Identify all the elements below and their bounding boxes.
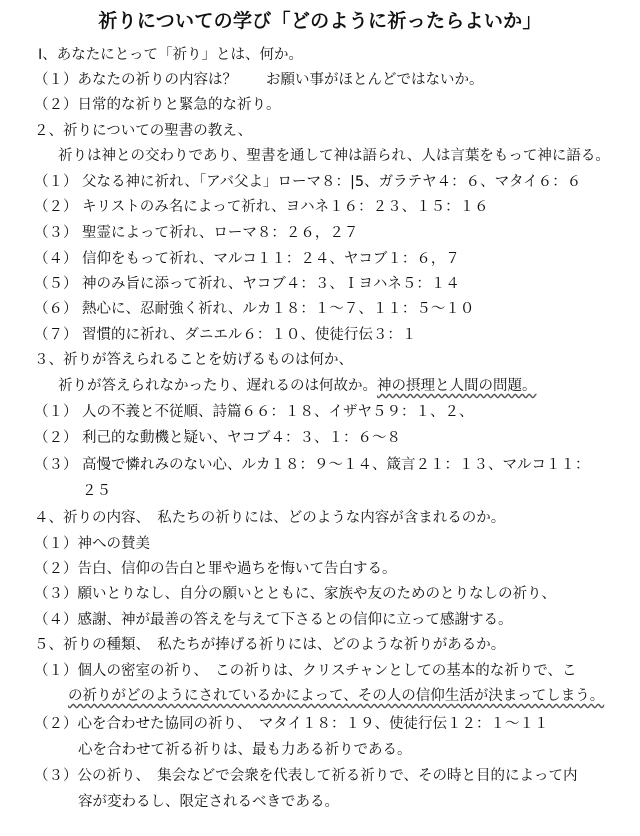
section-5-item: （２）心を合わせた協同の祈り、 マタイ１８：１９、使徒行伝１２：１〜１１ — [34, 716, 549, 732]
page-title: 祈りについての学び「どのように祈ったらよいか」 — [98, 10, 542, 32]
item-number: （３） — [34, 457, 78, 473]
section-2-item — [34, 299, 474, 319]
item-text: 信仰をもって祈れ、マルコ１１：２４、ヤコブ１：６，７ — [82, 251, 460, 267]
section-4-item: （４）感謝、神が最善の答えを与えて下さるとの信仰に立って感謝する。 — [34, 612, 513, 628]
section-4-item: （１）神への賛美 — [34, 536, 150, 552]
item-text: 熱心に、忍耐強く祈れ、ルカ１８：１〜７、１１：５〜１０ — [82, 301, 475, 317]
item-number: （６） — [34, 301, 78, 317]
item-text: 利己的な動機と疑い、ヤコブ４：３、１：６〜８ — [82, 430, 401, 446]
section-5-item-continuation — [68, 686, 604, 706]
item-number: （４） — [34, 251, 78, 267]
section-1-item: （２）日常的な祈りと緊急的な祈り。 — [34, 97, 281, 113]
item-number: （５） — [34, 276, 78, 292]
section-1-heading: Ⅰ、あなたにとって「祈り」とは、何か。 — [38, 47, 303, 63]
section-2-item — [34, 325, 416, 345]
underlined-text: の祈りがどのようにされているかによって、その人の信仰生活が決まってしまう。 — [68, 688, 605, 704]
intro-underlined-text: 神の摂理と人間の問題。 — [377, 378, 537, 394]
section-4-item: （２）告白、信仰の告白と罪や過ちを悔いて告白する。 — [34, 561, 397, 577]
item-text: 父なる神に祈れ、「アバ父よ」ローマ８：|5、ガラテヤ４：６、マタイ６：６ — [82, 174, 582, 190]
item-number: （２） — [34, 430, 78, 446]
item-text: 神のみ旨に添って祈れ、ヤコブ４：３、Ｉヨハネ５：１４ — [82, 276, 460, 292]
section-2-item — [34, 172, 581, 192]
section-2-item — [34, 197, 489, 217]
item-text: 習慣的に祈れ、ダニエル６：１０、使徒行伝３：１ — [82, 327, 417, 343]
item-number: （１） — [34, 404, 78, 420]
section-3-intro — [58, 376, 537, 396]
section-2-item — [34, 249, 460, 269]
section-3-item-continuation: ２５ — [82, 483, 111, 499]
item-text: 聖霊によって祈れ、ローマ８：２６，２７ — [82, 225, 359, 241]
section-4-item: （３）願いとりなし、自分の願いとともに、家族や友のためのとりなしの祈り、 — [34, 586, 556, 602]
section-4-heading: ４、祈りの内容、 私たちの祈りには、どのような内容が含まれるのか。 — [34, 510, 506, 526]
section-5-item: （３）公の祈り、 集会などで会衆を代表して祈る祈りで、その時と目的によって内 — [34, 768, 578, 784]
section-3-item — [34, 455, 590, 475]
section-5-heading: ５、祈りの種類、 私たちが捧げる祈りには、どのような祈りがあるか。 — [34, 637, 506, 653]
section-2-heading: ２、祈りについての聖書の教え、 — [34, 123, 253, 139]
section-5-item: （１）個人の密室の祈り、 この祈りは、クリスチャンとしての基本的な祈りで、こ — [34, 663, 577, 679]
section-5-item-continuation: 容が変わるし、限定されるべきである。 — [78, 794, 339, 810]
intro-text: 祈りが答えられなかったり、遅れるのは何故か。 — [58, 378, 377, 394]
item-number: （３） — [34, 225, 78, 241]
item-text: 高慢で憐れみのない心、ルカ１８：９〜１４、箴言２１：１３、マルコ１１： — [82, 457, 590, 473]
section-3-heading: ３、祈りが答えられることを妨げるものは何か、 — [34, 352, 353, 368]
item-text: キリストのみ名によって祈れ、ヨハネ１６：２３、１５：１６ — [82, 199, 489, 215]
section-1-item: （１）あなたの祈りの内容は？ お願い事がほとんどではないか。 — [34, 72, 484, 88]
section-3-item — [34, 428, 401, 448]
item-text: 人の不義と不従順、詩篇６６：１８、イザヤ５９：１、２、 — [82, 404, 474, 420]
section-2-intro: 祈りは神との交わりであり、聖書を通して神は語られ、人は言葉をもって神に語る。 — [58, 148, 610, 164]
section-2-item — [34, 223, 358, 243]
item-number: （１） — [34, 174, 78, 190]
section-5-item-continuation: 心を合わせて祈る祈りは、最も力ある祈りである。 — [78, 742, 412, 758]
item-number: （２） — [34, 199, 78, 215]
section-3-item — [34, 402, 474, 422]
item-number: （７） — [34, 327, 78, 343]
section-2-item — [34, 274, 460, 294]
